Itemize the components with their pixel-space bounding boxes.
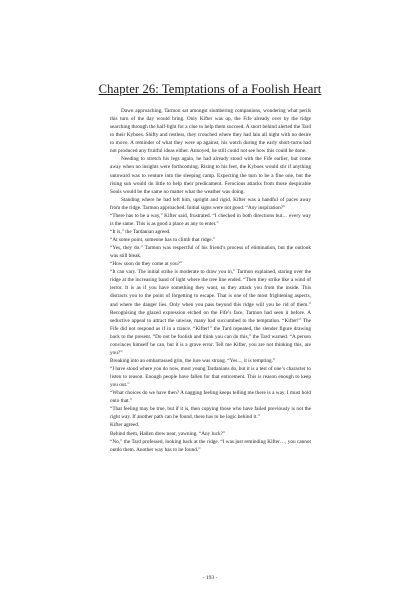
body-paragraph: “It can vary. The initial strike is moderate to draw you in,” Tarmon explained, staring over the ridge at the increasing band of light where the tree line ended. “Then they strike like a wind of terror. It is as if you have something they want, so they attack you from the inside. This distracts you to the point of forgetting to escape. That is one of the most frightening aspects, and where the danger lies. Only when you pass beyond this ridge will you be rid of them.” Recognising the glazed expression etched on the Fife’s face, Tarmon had seen it before. A seductive appeal to attract the unwise, many had succumbed to the temptation. “Kifter!” The Fife did not respond as if in a trance. “Kifter!” the Tard repeated, the slender figure drawing back to the present. “Do not be foolish and think you can do this,” the Tard warned. “A person convinces himself he can, but it is a grave error. Tell me Kifter, you are not thinking this, are you?” bbox=[110, 269, 311, 356]
body-paragraph: Standing where he had left him, upright and rigid, Kifter was a handful of paces away from the ridge. Tarmon approached. Initial signs were not good. “Any inspiration?” bbox=[110, 196, 311, 211]
body-paragraph: “No,” the Tard professed, looking back at the ridge. “I was just reminding Kifter…, you cannot outdo them. Another way has to be found.” bbox=[110, 438, 311, 453]
body-paragraph: Behind them, Hallen drew near, yawning. “Any luck?” bbox=[110, 430, 226, 437]
body-paragraph: “I have stood where you do now, most young Tardanians do, but it is a test of one’s character to listen to reason. Enough people have fallen for that enticement. This is reason enough to keep you out.” bbox=[110, 366, 311, 389]
body-paragraph: Breaking into an embarrassed grin, the lure was strong. “Yes..., it is tempting.” bbox=[110, 357, 276, 364]
body-paragraph: “How soon do they come at you?” bbox=[110, 261, 183, 268]
body-paragraph: “That feeling may be true, but if it is, then copying those who have failed previously is not the right way. If another path can be found, there has to be logic behind it.” bbox=[110, 406, 311, 421]
chapter-body bbox=[110, 107, 311, 454]
body-paragraph: Dawn approaching, Tarmon sat amongst slumbering companions, wondering what perils this turn of the day would bring. Only Kifter was up, the Fife already over by the ridge searching through the half-light for a clue to help them succeed. A snort behind alerted the Tard to their Kyboes. Shifty and restless, they crouched where they had lain all night with no desire to move. A reminder of what they were up against, his watch during the early short-turns had not produced any fruitful ideas either. Annoyed, he still could not see how this could be done. bbox=[110, 108, 311, 155]
body-paragraph: “What choices do we have then? A nagging feeling keeps telling me there is a way. I must hold onto that.” bbox=[110, 390, 311, 405]
body-paragraph: “Yes, they do.” Tarmon was respectful of his friend’s process of elimination, but the outlook was still bleak. bbox=[110, 245, 311, 260]
body-paragraph: “There has to be a way,” Kifter said, frustrated. “I checked in both directions but… every way is the same. This is as good a place as any to enter.” bbox=[110, 212, 311, 227]
body-paragraph: Needing to stretch his legs again, he had already stood with the Fife earlier, but come away when no insights were forthcoming. Rising to his feet, the Kyboes would stir if anything untoward was to venture into the sleeping camp. Expecting the turn to be a fine one, but the rising sun would do little to help their predicament. Ferocious attacks from those despicable Souls would be the same no matter what the weather was doing. bbox=[110, 156, 311, 195]
page-number: - 193 - bbox=[202, 575, 218, 581]
chapter-title: Chapter 26: Temptations of a Foolish Heart bbox=[98, 82, 322, 96]
body-paragraph: “It is,” the Tardanian agreed. bbox=[110, 228, 171, 235]
body-paragraph: “At some point, someone has to climb that ridge.” bbox=[110, 237, 216, 243]
body-paragraph: Kifter agreed. bbox=[110, 422, 140, 429]
